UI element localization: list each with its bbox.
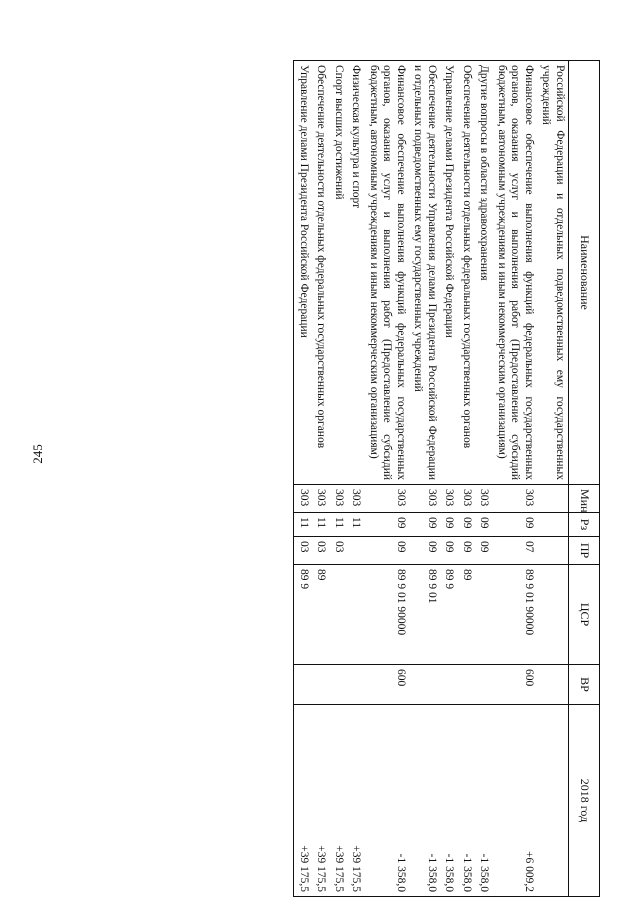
cell-vr — [312, 665, 330, 705]
cell-pr: 09 — [365, 537, 410, 565]
table-row — [347, 61, 365, 897]
budget-table — [294, 60, 601, 897]
cell-vr — [330, 665, 348, 705]
cell-min: 303 — [312, 485, 330, 513]
table-row — [365, 61, 410, 897]
cell-rz: 09 — [365, 513, 410, 537]
cell-name: Финансовое обеспечение выполнения функций федеральных государственных органов, оказания услуг и выполнения работ (Предоставление субсидий бюджетным, автономным учреждениям и иным некоммерческим организациям) — [365, 61, 410, 485]
table-row — [493, 61, 538, 897]
cell-pr: 03 — [312, 537, 330, 565]
cell-csr — [330, 565, 348, 665]
table-row — [440, 61, 458, 897]
cell-amount: +39 175,5 — [294, 705, 312, 897]
header-csr: ЦСР — [569, 565, 600, 665]
cell-min: 303 — [475, 485, 493, 513]
cell-amount: -1 358,0 — [475, 705, 493, 897]
table-row — [294, 61, 312, 897]
cell-pr — [347, 537, 365, 565]
table-header-row — [569, 61, 600, 897]
table-row — [330, 61, 348, 897]
cell-amount: +39 175,5 — [347, 705, 365, 897]
cell-csr: 89 9 — [294, 565, 312, 665]
cell-vr — [347, 665, 365, 705]
table-row — [409, 61, 440, 897]
cell-min — [537, 485, 569, 513]
cell-name: Обеспечение деятельности отдельных федеральных государственных органов — [458, 61, 476, 485]
cell-amount: -1 358,0 — [365, 705, 410, 897]
cell-name: Другие вопросы в области здравоохранения — [475, 61, 493, 485]
cell-min: 303 — [458, 485, 476, 513]
cell-vr: 600 — [493, 665, 538, 705]
cell-amount: +39 175,5 — [312, 705, 330, 897]
cell-rz: 09 — [475, 513, 493, 537]
header-pr: ПР — [569, 537, 600, 565]
cell-vr — [294, 665, 312, 705]
table-row — [458, 61, 476, 897]
cell-min: 303 — [440, 485, 458, 513]
page-number: 245 — [30, 444, 45, 464]
header-name: Наименование — [569, 61, 600, 485]
cell-amount: -1 358,0 — [440, 705, 458, 897]
cell-name: Финансовое обеспечение выполнения функций федеральных государственных органов, оказания услуг и выполнения работ (Предоставление субсидий бюджетным, автономным учреждениям и иным некоммерческим организациям) — [493, 61, 538, 485]
cell-rz: 09 — [458, 513, 476, 537]
cell-csr: 89 9 01 — [409, 565, 440, 665]
cell-amount — [537, 705, 569, 897]
cell-vr — [475, 665, 493, 705]
cell-name: Российской Федерации и отдельных подведомственных ему государственных учреждений — [537, 61, 569, 485]
header-vr: ВР — [569, 665, 600, 705]
cell-name: Управление делами Президента Российской Федерации — [294, 61, 312, 485]
cell-pr: 03 — [330, 537, 348, 565]
header-min: Мин — [569, 485, 600, 513]
cell-rz: 09 — [409, 513, 440, 537]
cell-vr — [458, 665, 476, 705]
cell-name: Обеспечение деятельности отдельных федеральных государственных органов — [312, 61, 330, 485]
cell-pr — [537, 537, 569, 565]
cell-amount: +39 175,5 — [330, 705, 348, 897]
cell-pr: 09 — [440, 537, 458, 565]
header-year: 2018 год — [569, 705, 600, 897]
table-row — [537, 61, 569, 897]
cell-name: Обеспечение деятельности Управления делами Президента Российской Федерации и отдельных подведомственных ему государственных учреждений — [409, 61, 440, 485]
cell-amount: +6 009,2 — [493, 705, 538, 897]
cell-pr: 09 — [475, 537, 493, 565]
table-row — [312, 61, 330, 897]
cell-csr — [537, 565, 569, 665]
cell-pr: 09 — [409, 537, 440, 565]
cell-amount: -1 358,0 — [409, 705, 440, 897]
cell-name: Физическая культура и спорт — [347, 61, 365, 485]
cell-csr — [347, 565, 365, 665]
cell-rz: 11 — [312, 513, 330, 537]
cell-rz: 11 — [294, 513, 312, 537]
table-body — [294, 61, 569, 897]
cell-pr: 07 — [493, 537, 538, 565]
cell-vr — [440, 665, 458, 705]
cell-rz: 11 — [347, 513, 365, 537]
cell-pr: 03 — [294, 537, 312, 565]
header-rz: Рз — [569, 513, 600, 537]
cell-rz — [537, 513, 569, 537]
cell-min: 303 — [409, 485, 440, 513]
cell-min: 303 — [330, 485, 348, 513]
cell-min: 303 — [493, 485, 538, 513]
cell-pr: 09 — [458, 537, 476, 565]
table-row — [475, 61, 493, 897]
cell-csr: 89 9 — [440, 565, 458, 665]
cell-vr — [537, 665, 569, 705]
cell-min: 303 — [365, 485, 410, 513]
cell-csr: 89 9 01 90000 — [493, 565, 538, 665]
cell-csr: 89 — [458, 565, 476, 665]
cell-min: 303 — [294, 485, 312, 513]
cell-csr — [475, 565, 493, 665]
cell-vr: 600 — [365, 665, 410, 705]
cell-csr: 89 9 01 90000 — [365, 565, 410, 665]
cell-csr: 89 — [312, 565, 330, 665]
cell-rz: 11 — [330, 513, 348, 537]
rotated-table-wrapper — [80, 60, 600, 896]
cell-rz: 09 — [493, 513, 538, 537]
cell-name: Управление делами Президента Российской Федерации — [440, 61, 458, 485]
cell-min: 303 — [347, 485, 365, 513]
cell-name: Спорт высших достижений — [330, 61, 348, 485]
cell-vr — [409, 665, 440, 705]
cell-amount: -1 358,0 — [458, 705, 476, 897]
cell-rz: 09 — [440, 513, 458, 537]
